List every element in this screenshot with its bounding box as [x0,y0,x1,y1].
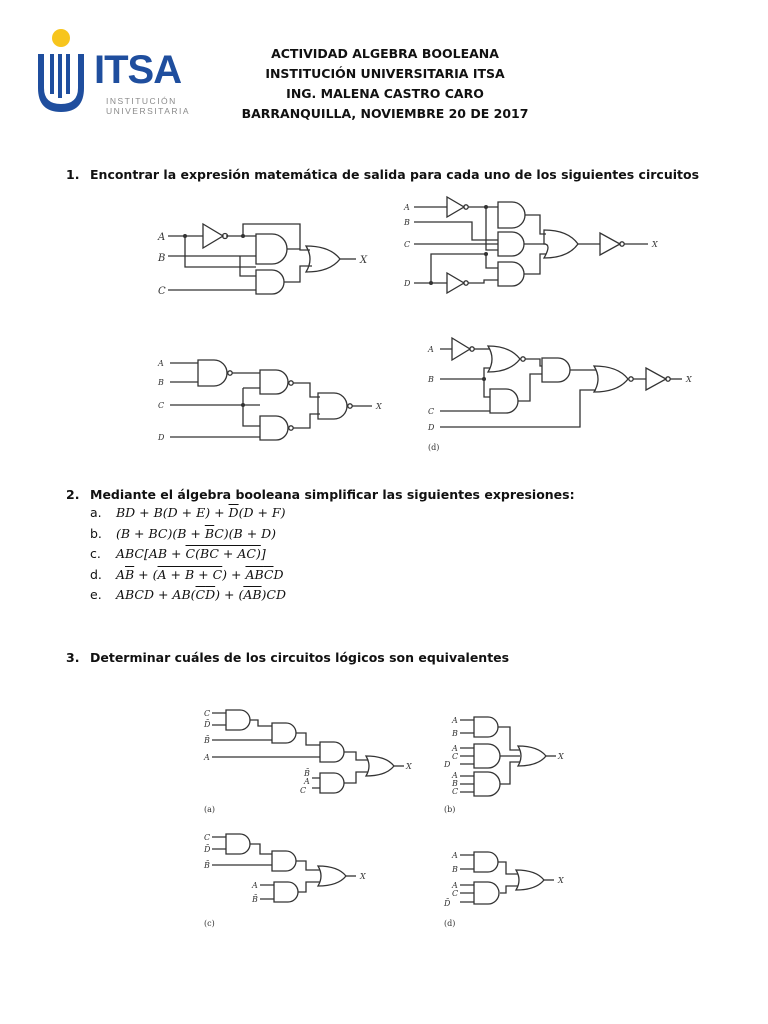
svg-text:B: B [158,253,166,264]
svg-text:B̄: B̄ [204,861,210,870]
expression-d: d. $A\overline{B} + (A + B + C) + \overline{A}\overline{B}\overline{C}D$ [90,566,284,582]
svg-text:A: A [452,771,458,780]
expression-a: a. BD + $B(D + E) + \overline{D}(D + F)$ [90,505,286,520]
question-3-number: 3. [66,650,80,665]
svg-text:D: D [444,760,451,769]
svg-text:(d): (d) [428,443,440,452]
svg-text:(b): (b) [444,805,456,814]
itsa-logo [34,26,204,118]
svg-text:C: C [204,709,211,718]
expression-c: c. ABC[AB + C(BC + AC)] [90,546,266,561]
svg-text:C: C [452,889,459,898]
svg-text:C: C [158,286,166,297]
expression-list [90,503,286,606]
circuit-1d [427,338,692,452]
circuit-3b [443,716,564,814]
svg-text:(a): (a) [204,805,216,814]
question-3-text: Determinar cuáles de los circuitos lógicos son equivalentes [90,650,510,665]
svg-text:X: X [652,240,658,249]
question-3-circuits [0,680,768,940]
svg-text:C: C [452,787,459,796]
svg-text:B: B [428,375,434,384]
svg-text:A: A [452,716,458,725]
question-2-text: Mediante el álgebra booleana simplificar las siguientes expresiones: [90,487,575,502]
svg-text:B: B [158,378,164,387]
circuit-3d [443,851,564,928]
svg-text:B̄: B̄ [252,895,258,904]
svg-text:C: C [300,786,307,795]
svg-text:A: A [304,777,310,786]
svg-text:D̄: D̄ [444,899,451,908]
question-1-number: 1. [66,167,80,182]
svg-text:D̄: D̄ [204,845,211,854]
svg-text:X: X [558,876,564,885]
svg-text:X: X [406,762,412,771]
svg-text:X: X [376,402,382,411]
svg-text:A: A [404,203,410,212]
svg-text:A: A [452,881,458,890]
circuit-1c [157,359,382,442]
header-place-date: BARRANQUILLA, NOVIEMBRE 20 DE 2017 [241,106,529,121]
circuit-1a [157,224,368,297]
svg-text:C: C [158,401,165,410]
svg-text:X: X [686,375,692,384]
svg-text:A: A [452,851,458,860]
header-title: ACTIVIDAD ALGEBRA BOOLEANA [271,46,499,61]
svg-text:D: D [158,433,165,442]
svg-text:D̄: D̄ [204,720,211,729]
svg-text:C: C [452,752,459,761]
svg-text:A: A [428,345,434,354]
circuit-3c [203,833,366,928]
logo-subtitle-2: UNIVERSITARIA [106,106,191,116]
expression-b: b. $(B + BC)(B + \overline{B}C)(B + D)$ [90,525,277,541]
svg-text:B: B [452,729,458,738]
question-1-text: Encontrar la expresión matemática de salida para cada uno de los siguientes circuitos [90,167,700,182]
logo-wordmark: ITSA [94,48,182,92]
svg-text:B̄: B̄ [304,769,310,778]
svg-text:X: X [360,872,366,881]
svg-text:C: C [404,240,411,249]
svg-text:A: A [252,881,258,890]
question-2-number: 2. [66,487,80,502]
svg-text:A: A [158,232,166,243]
question-1-circuits [0,190,768,460]
svg-text:C: C [428,407,435,416]
circuit-1b [403,197,658,293]
question-3 [66,650,509,665]
expression-e: e. ABCD + $AB(CD) + (\overline{AB})CD$ [90,587,287,602]
question-1 [66,167,699,182]
svg-text:D: D [428,423,435,432]
svg-text:D: D [404,279,411,288]
svg-text:C: C [204,833,211,842]
header-institution: INSTITUCIÓN UNIVERSITARIA ITSA [265,66,505,81]
svg-text:X: X [558,752,564,761]
svg-text:(c): (c) [204,919,215,928]
svg-text:A: A [204,753,210,762]
svg-text:(d): (d) [444,919,456,928]
svg-text:X: X [360,255,368,266]
svg-text:B̄: B̄ [204,736,210,745]
svg-text:B: B [404,218,410,227]
svg-text:A: A [452,744,458,753]
logo-subtitle-1: INSTITUCIÓN [106,96,177,106]
document-header [210,44,560,124]
circuit-3a [203,709,412,814]
question-2 [66,487,575,502]
svg-text:A: A [158,359,164,368]
svg-text:B: B [452,865,458,874]
header-teacher: ING. MALENA CASTRO CARO [286,86,484,101]
svg-text:B: B [452,779,458,788]
logo-emblem-icon [34,26,94,118]
